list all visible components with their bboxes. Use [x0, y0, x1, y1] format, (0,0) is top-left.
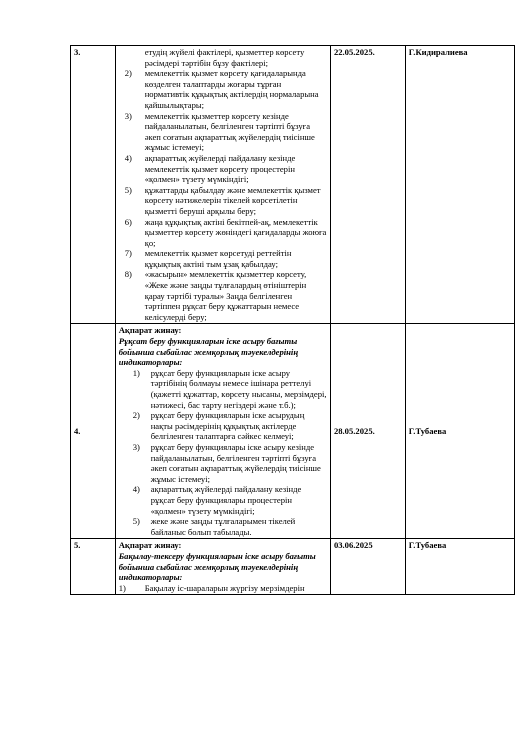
- list-item: 6) жаңа құқықтық актіні бекітпей-ақ, мемлекеттік қызметтер көрсету жөніндегі қағидаларды жоюға қо;: [124, 216, 327, 248]
- row-responsible: Г.Тубаева: [405, 539, 514, 595]
- row-number: 3.: [71, 46, 116, 324]
- list-item: 7) мемлекеттік қызмет көрсетуді реттейтін құқықтық актіні тым ұзақ қабылдау;: [124, 248, 292, 269]
- row-heading: Ақпарат жинау:: [118, 540, 182, 551]
- indicator-list: [119, 368, 327, 538]
- document-page: [70, 45, 515, 595]
- row-number: 5.: [71, 539, 116, 595]
- row-responsible: Г.Кидиралиева: [405, 46, 514, 324]
- list-item: 1) рұқсат беру функцияларын іске асыру тәртібінің болмауы немесе ішінара реттелуі (қажетті құжаттар, көрсету нысаны, мерзімдері, нәтижесі, бас тарту негіздері және т.б.);: [132, 367, 327, 410]
- indicator-list: [119, 583, 327, 594]
- list-item: 8) «жасырын» мемлекеттік қызметтер көрсету, «Жеке және заңды тұлғалардың өтініштерін қарау тәртібі туралы» Заңда белгіленген тәртіппен рұқсат беру құжаттарын немесе келісулерді беру;: [124, 269, 307, 322]
- row-responsible: Г.Тубаева: [405, 324, 514, 539]
- list-item: 4) ақпараттық жүйелерді пайдалану кезінде рұқсат беру функциялары процестерін «қолмен» түзету мүмкіндігі;: [132, 484, 302, 516]
- list-item: 2) мемлекеттік қызмет көрсету қағидаларында көзделген талаптарды жоғары тұрған нормативтік құқықтық актілердің нормаларына қайшылықтары;: [124, 68, 319, 110]
- row-date: 28.05.2025.: [330, 324, 405, 539]
- row-date: 22.05.2025.: [330, 46, 405, 324]
- plan-table: [70, 45, 515, 595]
- row-subheading: Рұқсат беру функцияларын іске асыру бағыты бойынша сыбайлас жемқорлық тәуекелдерінің индикаторлары:: [118, 336, 299, 368]
- list-item: 3) рұқсат беру функциялары іске асыру кезінде пайдаланылатын, белгіленген тәртіпті бұзуға әкеп соғатын ақпараттық жүйелердің тиісінше жұмыс істемеуі;: [132, 441, 321, 484]
- list-item: 3) мемлекеттік қызметтер көрсету кезінде пайдаланылатын, белгіленген тәртіпті бұзуға әкеп соғатын ақпараттық жүйелердің тиісінше жұмыс істемеуі;: [124, 110, 315, 153]
- list-item: 5) құжаттарды қабылдау және мемлекеттік қызмет көрсету нәтижелерін тікелей көрсетілетін қызметті беруші арқылы беру;: [124, 184, 321, 216]
- row-description: [115, 46, 330, 324]
- row-description: [115, 324, 330, 539]
- list-item: 5) жеке және заңды тұлғаларымен тікелей байланыс болып табылады.: [132, 516, 296, 537]
- row-description: [115, 539, 330, 595]
- table-row: [71, 539, 515, 595]
- indicator-list: [119, 68, 327, 322]
- row-date: 03.06.2025: [330, 539, 405, 595]
- list-item: 2) рұқсат беру функцияларын іске асырудың нақты рәсімдерінің құқықтық актілерде белгіленген талаптарға сәйкес келмеуі;: [132, 410, 305, 442]
- table-row: [71, 324, 515, 539]
- continuation-text: етудің жүйелі фактілері, қызметтер көрсету рәсімдері тәртібін бұзу фактілері;: [144, 47, 305, 68]
- table-row: [71, 46, 515, 324]
- list-item: 4) ақпараттық жүйелерді пайдалану кезінде мемлекеттік қызмет көрсету процестерін «қолмен» түзету мүмкіндігі;: [124, 152, 296, 185]
- row-heading: Ақпарат жинау:: [118, 325, 182, 336]
- list-item: 1) Бақылау іс-шараларын жүргізу мерзімдерін: [118, 582, 305, 593]
- row-subheading: Бақылау-тексеру функцияларын іске асыру бағыты бойынша сыбайлас жемқорлық тәуекелдерінің индикаторлары:: [118, 550, 316, 583]
- row-number: 4.: [71, 324, 116, 539]
